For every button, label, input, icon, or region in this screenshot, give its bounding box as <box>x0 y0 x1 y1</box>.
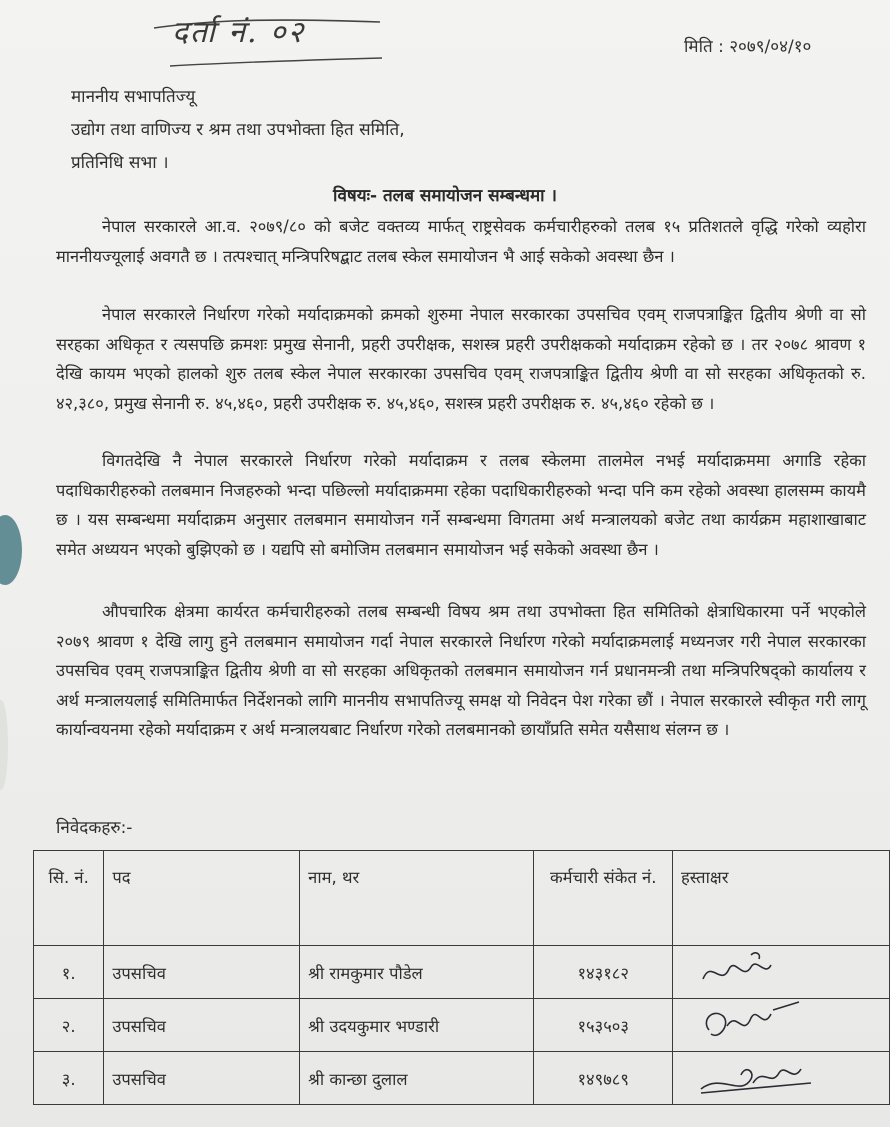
applicants-label: निवेदकहरु:- <box>56 818 133 838</box>
header-name: नाम, थर <box>300 851 534 946</box>
ink-stamp-mark <box>0 515 22 585</box>
row-name: श्री कान्छा दुलाल <box>300 1052 534 1105</box>
header-signature: हस्ताक्षर <box>673 851 890 946</box>
row-post: उपसचिव <box>104 1052 300 1105</box>
recipient-line-3: प्रतिनिधि सभा । <box>71 153 169 173</box>
header-employee-code: कर्मचारी संकेत नं. <box>534 851 673 946</box>
handwritten-signature-icon <box>681 1053 881 1103</box>
row-name: श्री रामकुमार पौडेल <box>300 946 534 999</box>
row-serial: २. <box>34 999 104 1052</box>
paragraph-1: नेपाल सरकारले आ.व. २०७९/८० को बजेट वक्तव्य मार्फत् राष्ट्रसेवक कर्मचारीहरुको तलब १५ प्रतिशतले वृद्धि गरेको व्यहोरा माननीयज्यूलाई अवगतै छ । तत्पश्चात् मन्त्रिपरिषद्बाट तलब स्केल समायोजन भै आई सकेको अवस्था छैन । <box>56 217 866 266</box>
table-row <box>34 999 890 1052</box>
registration-number: दर्ता नं. ०२ <box>172 15 306 50</box>
row-employee-code: १४९७८९ <box>534 1052 673 1105</box>
row-signature <box>673 946 890 999</box>
row-name: श्री उदयकुमार भण्डारी <box>300 999 534 1052</box>
row-post: उपसचिव <box>104 946 300 999</box>
recipient-line-1: माननीय सभापतिज्यू <box>71 87 196 107</box>
row-employee-code: १४३१८२ <box>534 946 673 999</box>
row-signature <box>673 999 890 1052</box>
header-serial: सि. नं. <box>34 851 104 946</box>
header-post: पद <box>104 851 300 946</box>
recipient-line-2: उद्योग तथा वाणिज्य र श्रम तथा उपभोक्ता हित समिति, <box>71 120 405 140</box>
letter-date: मिति : २०७९/०४/१० <box>684 37 812 57</box>
row-signature <box>673 1052 890 1105</box>
handwritten-signature-icon <box>681 1000 881 1050</box>
paragraph-3: विगतदेखि नै नेपाल सरकारले निर्धारण गरेको मर्यादाक्रम र तलब स्केलमा तालमेल नभई मर्यादाक्रममा अगाडि रहेका पदाधिकारीहरुको तलबमान निजहरुको भन्दा पछिल्लो मर्यादाक्रममा रहेका पदाधिकारीहरुको भन्दा पनि कम रहेको अवस्था हालसम्म कायमै छ । यस सम्बन्धमा मर्यादाक्रम अनुसार तलबमान समायोजन गर्ने सम्बन्धमा विगतमा अर्थ मन्त्रालयको बजेट तथा कार्यक्रम महाशाखाबाट समेत अध्ययन भएको बुझिएको छ । यद्यपि सो बमोजिम तलबमान समायोजन भई सकेको अवस्था छैन । <box>56 451 866 559</box>
applicants-table <box>33 850 890 1105</box>
table-header-row <box>34 851 890 946</box>
row-serial: १. <box>34 946 104 999</box>
handwritten-signature-icon <box>681 947 881 997</box>
paragraph-2: नेपाल सरकारले निर्धारण गरेको मर्यादाक्रमको क्रमको शुरुमा नेपाल सरकारका उपसचिव एवम् राजपत्राङ्कित द्वितीय श्रेणी वा सो सरहका अधिकृत र त्यसपछि क्रमशः प्रमुख सेनानी, प्रहरी उपरीक्षक, सशस्त्र प्रहरी उपरीक्षकको मर्यादाक्रम रहेको छ । तर २०७८ श्रावण १ देखि कायम भएको हालको शुरु तलब स्केल नेपाल सरकारका उपसचिव एवम् राजपत्राङ्कित द्वितीय श्रेणी वा सो सरहका अधिकृतको रु. ४२,३८०, प्रमुख सेनानी रु. ४५,४६०, प्रहरी उपरीक्षक रु. ४५,४६०, सशस्त्र प्रहरी उपरीक्षक रु. ४५,४६० रहेको छ । <box>56 305 866 413</box>
table-row <box>34 946 890 999</box>
paragraph-4: औपचारिक क्षेत्रमा कार्यरत कर्मचारीहरुको तलब सम्बन्धी विषय श्रम तथा उपभोक्ता हित समितिको क्षेत्राधिकारमा पर्ने भएकोले २०७९ श्रावण १ देखि लागु हुने तलबमान समायोजन गर्दा नेपाल सरकारले निर्धारण गरेको मर्यादाक्रमलाई मध्यनजर गरी नेपाल सरकारका उपसचिव एवम् राजपत्राङ्कित द्वितीय श्रेणी वा सो सरहका अधिकृतको तलबमान समायोजन गर्न प्रधानमन्त्री तथा मन्त्रिपरिषद्को कार्यालय र अर्थ मन्त्रालयलाई समितिमार्फत निर्देशनको लागि माननीय सभापतिज्यू समक्ष यो निवेदन पेश गरेका छौं । नेपाल सरकारले स्वीकृत गरी लागू कार्यान्वयनमा रहेको मर्यादाक्रम र अर्थ मन्त्रालयबाट निर्धारण गरेको तलबमानको छायाँप्रति समेत यसैसाथ संलग्न छ । <box>56 602 866 739</box>
paper-edge-shadow <box>0 700 8 790</box>
row-employee-code: १५३५०३ <box>534 999 673 1052</box>
row-serial: ३. <box>34 1052 104 1105</box>
letter-subject: विषयः- तलब समायोजन सम्बन्धमा । <box>333 186 557 206</box>
table-row <box>34 1052 890 1105</box>
row-post: उपसचिव <box>104 999 300 1052</box>
